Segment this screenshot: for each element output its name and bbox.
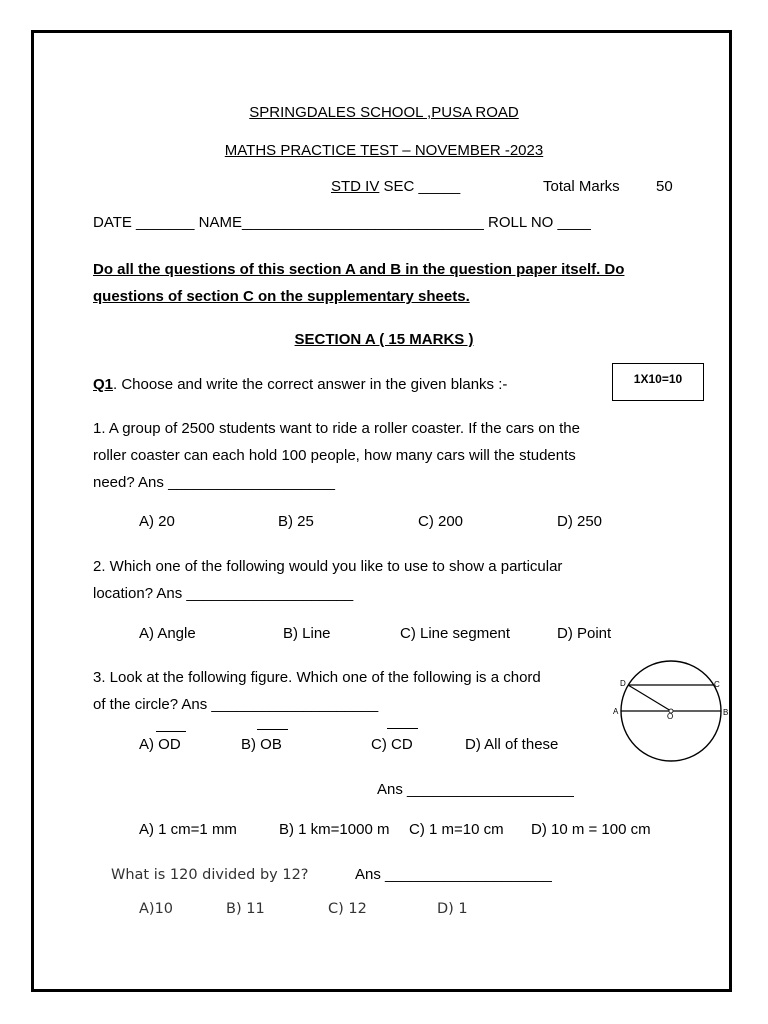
- question-5-text: What is 120 divided by 12?: [111, 867, 309, 883]
- label-a: A: [613, 707, 619, 716]
- q1-option-d: D) 250: [557, 513, 603, 530]
- segment-bar-cd: [387, 728, 418, 729]
- question-3-line-2: of the circle? Ans ____________________: [93, 696, 379, 713]
- q3-option-b: B) OB: [241, 736, 282, 753]
- question-5-answer-line: Ans ____________________: [355, 866, 552, 883]
- label-o: O: [667, 712, 674, 721]
- std-label: STD IV: [331, 178, 380, 195]
- segment-bar-od: [156, 731, 186, 732]
- radius-od: [628, 685, 671, 711]
- q2-option-c: C) Line segment: [400, 625, 511, 642]
- q1-label: Q1: [93, 376, 114, 393]
- segment-bar-ob: [257, 729, 288, 730]
- q1-option-c: C) 200: [418, 513, 464, 530]
- question-4-answer-line: Ans ____________________: [377, 781, 574, 798]
- question-2-line-1: 2. Which one of the following would you like to use to show a particular: [93, 558, 563, 575]
- q3-option-a: A) OD: [139, 736, 181, 753]
- question-1-line-3: need? Ans ____________________: [93, 474, 335, 491]
- page-border: [31, 30, 732, 992]
- q4-option-a: A) 1 cm=1 mm: [139, 821, 237, 838]
- q2-option-a: A) Angle: [139, 625, 196, 642]
- test-title: MATHS PRACTICE TEST – NOVEMBER -2023: [224, 142, 544, 159]
- q4-option-c: C) 1 m=10 cm: [409, 821, 504, 838]
- instruction-line-1: Do all the questions of this section A and B in the question paper itself. Do: [93, 261, 625, 278]
- q1-option-a: A) 20: [139, 513, 175, 530]
- sec-label: SEC _____: [379, 178, 461, 195]
- instruction-line-2: questions of section C on the supplementary sheets.: [93, 288, 470, 305]
- marks-box: 1X10=10: [612, 363, 704, 401]
- school-name: SPRINGDALES SCHOOL ,PUSA ROAD: [249, 104, 519, 121]
- std-line: [331, 178, 460, 196]
- q5-option-b: B) 11: [226, 901, 265, 917]
- q5-option-a: A)10: [139, 901, 174, 917]
- q1-instruction: [93, 376, 507, 394]
- label-c: C: [714, 680, 720, 689]
- label-d: D: [620, 679, 626, 688]
- label-b: B: [723, 708, 729, 717]
- circle-figure: [608, 656, 738, 766]
- question-1-line-2: roller coaster can each hold 100 people, how many cars will the students: [93, 447, 576, 464]
- q5-option-d: D) 1: [437, 901, 468, 917]
- q1-text: . Choose and write the correct answer in the given blanks :-: [113, 376, 508, 393]
- q4-option-d: D) 10 m = 100 cm: [531, 821, 651, 838]
- section-a-heading: SECTION A ( 15 MARKS ): [294, 331, 474, 348]
- q1-option-b: B) 25: [278, 513, 314, 530]
- q4-option-b: B) 1 km=1000 m: [279, 821, 390, 838]
- q3-option-c: C) CD: [371, 736, 413, 753]
- student-details-line: DATE _______ NAME_____________________________ ROLL NO ____: [93, 214, 591, 231]
- question-1-line-1: 1. A group of 2500 students want to ride a roller coaster. If the cars on the: [93, 420, 580, 437]
- q5-option-c: C) 12: [328, 901, 367, 917]
- q2-option-d: D) Point: [557, 625, 612, 642]
- q2-option-b: B) Line: [283, 625, 331, 642]
- q3-option-d: D) All of these: [465, 736, 559, 753]
- total-marks-value: 50: [656, 178, 673, 195]
- question-2-line-2: location? Ans ____________________: [93, 585, 354, 602]
- total-marks-label: Total Marks: [543, 178, 620, 195]
- question-3-line-1: 3. Look at the following figure. Which one of the following is a chord: [93, 669, 541, 686]
